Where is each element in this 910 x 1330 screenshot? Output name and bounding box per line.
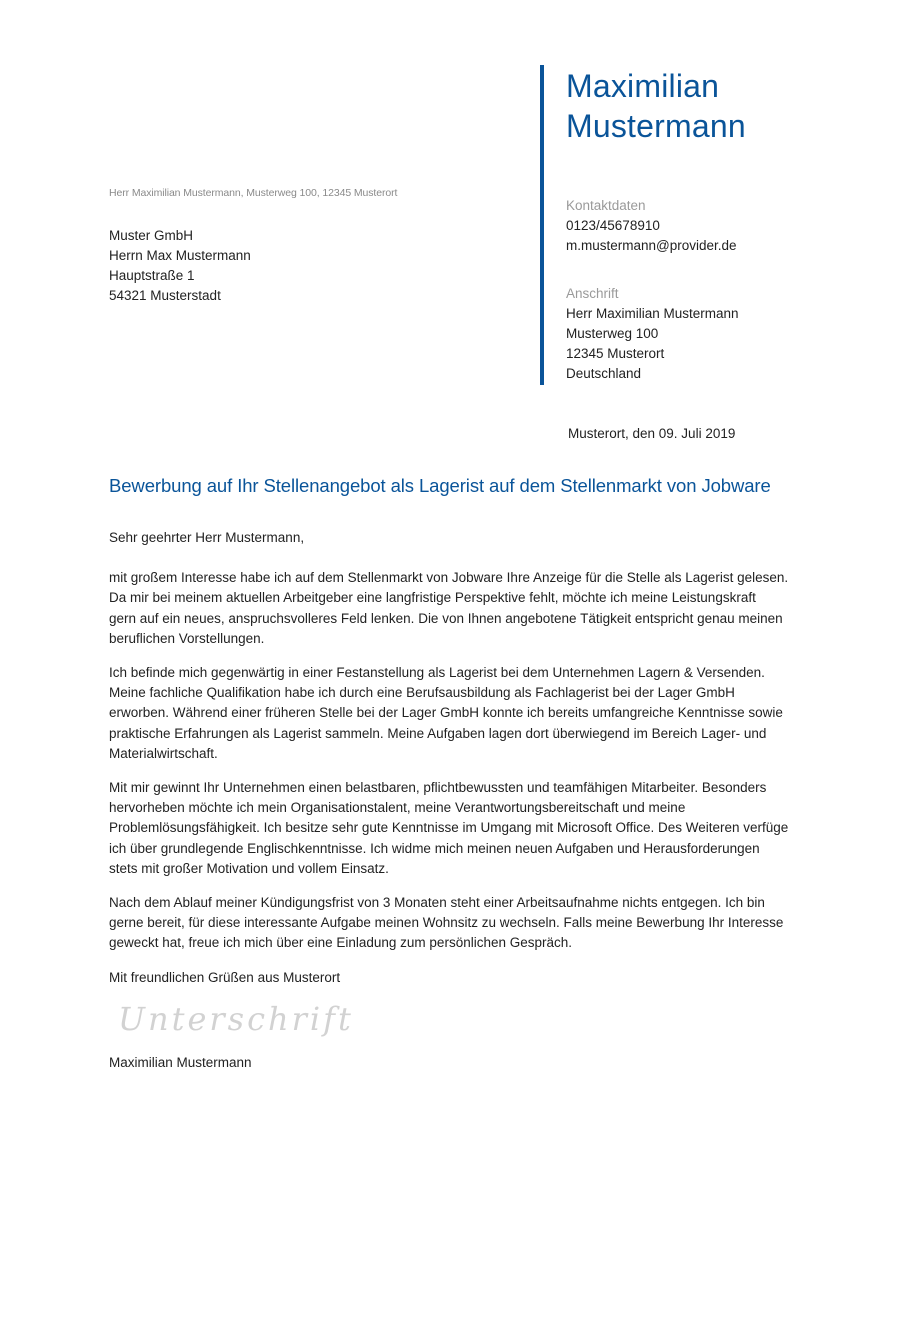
paragraph-line: stets mit großer Motivation und vollem Einsatz. <box>109 860 389 876</box>
address-line: Herr Maximilian Mustermann <box>566 306 739 321</box>
signer-name: Maximilian Mustermann <box>109 1055 252 1070</box>
body-paragraph <box>109 778 829 879</box>
accent-bar <box>540 65 544 385</box>
body-paragraph <box>109 568 829 649</box>
contact-phone: 0123/45678910 <box>566 218 660 233</box>
closing: Mit freundlichen Grüßen aus Musterort <box>109 969 341 985</box>
paragraph-line: geweckt hat, freue ich mich über eine Einladung zum persönlichen Gespräch. <box>109 935 573 951</box>
applicant-last-name: Mustermann <box>566 108 746 144</box>
address-line: Deutschland <box>566 366 642 381</box>
paragraph-line: mit großem Interesse habe ich auf dem Stellenmarkt von Jobware Ihre Anzeige für die Stelle als Lagerist gelesen. <box>109 570 789 586</box>
body-paragraph <box>109 893 829 954</box>
address-label: Anschrift <box>566 286 619 301</box>
recipient-address <box>109 226 251 306</box>
applicant-first-name: Maximilian <box>566 68 720 104</box>
recipient-line: Hauptstraße 1 <box>109 268 195 283</box>
sender-return-address: Herr Maximilian Mustermann, Musterweg 100, 12345 Musterort <box>109 187 398 199</box>
body-paragraph <box>109 663 829 764</box>
paragraph-line: Ich befinde mich gegenwärtig in einer Festanstellung als Lagerist bei dem Unternehmen Lagern & Versenden. <box>109 665 765 681</box>
contact-details <box>566 196 737 256</box>
paragraph-line: Problemlösungsfähigkeit. Ich besitze sehr gute Kenntnisse im Umgang mit Microsoft Office. Des Weiteren verfüge <box>109 820 789 836</box>
signature-placeholder: Unterschrift <box>118 1000 354 1038</box>
recipient-line: Herrn Max Mustermann <box>109 248 251 263</box>
paragraph-line: gern auf ein neues, anspruchsvolleres Feld lenken. Die von Ihnen angebotene Tätigkeit entspricht genau meinen <box>109 610 783 626</box>
salutation: Sehr geehrter Herr Mustermann, <box>109 530 305 545</box>
paragraph-line: Mit mir gewinnt Ihr Unternehmen einen belastbaren, pflichtbewussten und teamfähigen Mitarbeiter. Besonders <box>109 780 767 796</box>
sender-address <box>566 284 739 384</box>
paragraph-line: praktische Erfahrungen als Lagerist sammeln. Meine Aufgaben lagen dort überwiegend im Bereich Lager- und <box>109 725 767 741</box>
recipient-line: 54321 Musterstadt <box>109 288 221 303</box>
paragraph-line: Materialwirtschaft. <box>109 745 218 761</box>
recipient-line: Muster GmbH <box>109 228 194 243</box>
paragraph-line: Nach dem Ablauf meiner Kündigungsfrist von 3 Monaten steht einer Arbeitsaufnahme nichts entgegen. Ich bin <box>109 895 765 911</box>
contact-label: Kontaktdaten <box>566 198 646 213</box>
address-line: Musterweg 100 <box>566 326 659 341</box>
paragraph-line: erworben. Während einer früheren Stelle bei der Lager GmbH konnte ich bereits umfangreiche Kenntnisse sowie <box>109 705 783 721</box>
paragraph-line: Meine fachliche Qualifikation habe ich durch eine Berufsausbildung als Fachlagerist bei der Lager GmbH <box>109 685 735 701</box>
contact-email: m.mustermann@provider.de <box>566 238 737 253</box>
address-line: 12345 Musterort <box>566 346 665 361</box>
paragraph-line: Da mir bei meinem aktuellen Arbeitgeber eine langfristige Perspektive fehlt, möchte ich meine Leistungskraft <box>109 590 756 606</box>
paragraph-line: hervorheben möchte ich mein Organisationstalent, meine Verantwortungsbereitschaft und meine <box>109 800 686 816</box>
letter-subject: Bewerbung auf Ihr Stellenangebot als Lagerist auf dem Stellenmarkt von Jobware <box>109 475 771 496</box>
letter-date: Musterort, den 09. Juli 2019 <box>568 426 736 441</box>
paragraph-line: ich über grundlegende Englischkenntnisse. Ich widme mich meinen neuen Aufgaben und Herausforderungen <box>109 840 760 856</box>
paragraph-line: gerne bereit, für diese interessante Aufgabe meinen Wohnsitz zu wechseln. Falls meine Bewerbung Ihr Interesse <box>109 915 784 931</box>
letter-body <box>109 528 829 1002</box>
paragraph-line: beruflichen Vorstellungen. <box>109 630 265 646</box>
applicant-name <box>566 66 746 146</box>
